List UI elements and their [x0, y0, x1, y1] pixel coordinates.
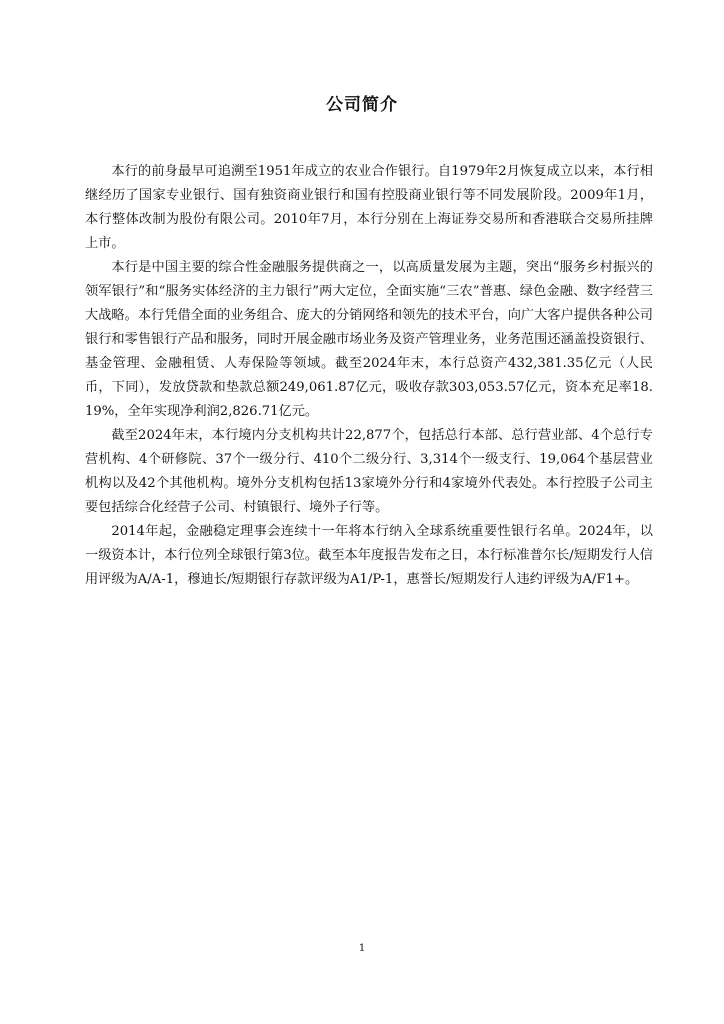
paragraph-branches: 截至2024年末，本行境内分支机构共计22,877个，包括总行本部、总行营业部、4个总行专营机构、4个研修院、37个一级分行、410个二级分行、3,314个一级支行、19,064个基层营业机构以及42个其他机构。境外分支机构包括13家境外分行和4家境外代表处。本行控股子公司主要包括综合化经营子公司、村镇银行、境外子行等。 — [85, 428, 653, 515]
page-title: 公司简介 — [326, 95, 398, 115]
paragraph-history: 本行的前身最早可追溯至1951年成立的农业合作银行。自1979年2月恢复成立以来，本行相继经历了国家专业银行、国有独资商业银行和国有控股商业银行等不同发展阶段。2009年1月，本行整体改制为股份有限公司。2010年7月，本行分别在上海证券交易所和香港联合交易所挂牌上市。 — [85, 164, 653, 251]
paragraph-ratings: 2014年起，金融稳定理事会连续十一年将本行纳入全球系统重要性银行名单。2024年，以一级资本计，本行位列全球银行第3位。截至本年度报告发布之日，本行标准普尔长/短期发行人信用评级为A/A-1，穆迪长/短期银行存款评级为A1/P-1，惠誉长/短期发行人违约评级为A/F1+。 — [85, 524, 653, 587]
page-number: 1 — [358, 943, 366, 954]
paragraph-business: 本行是中国主要的综合性金融服务提供商之一，以高质量发展为主题，突出“服务乡村振兴的领军银行”和“服务实体经济的主力银行”两大定位，全面实施“三农”普惠、绿色金融、数字经营三大战略。本行凭借全面的业务组合、庞大的分销网络和领先的技术平台，向广大客户提供各种公司银行和零售银行产品和服务，同时开展金融市场业务及资产管理业务，业务范围还涵盖投资银行、基金管理、金融租赁、人寿保险等领域。截至2024年末，本行总资产432,381.35亿元（人民币，下同），发放贷款和垫款总额249,061.87亿元，吸收存款303,053.57亿元，资本充足率18.19%，全年实现净利润2,826.71亿元。 — [85, 260, 653, 419]
body-text — [85, 160, 653, 592]
